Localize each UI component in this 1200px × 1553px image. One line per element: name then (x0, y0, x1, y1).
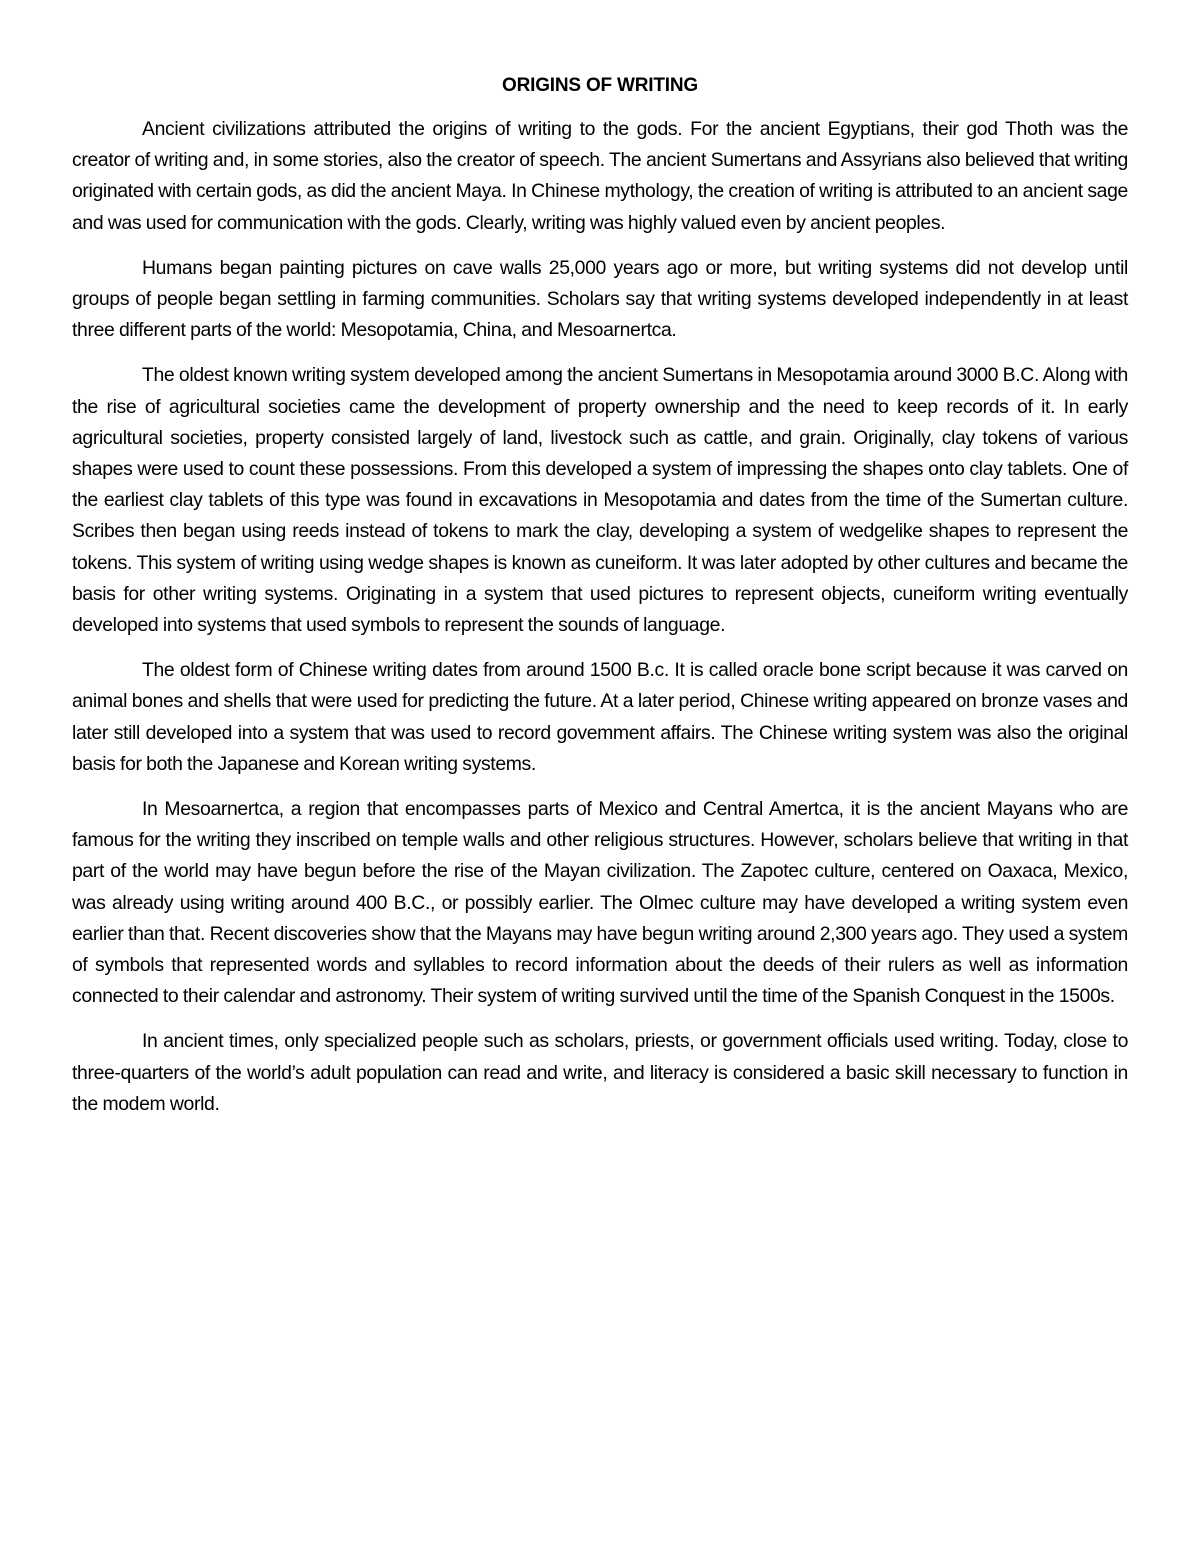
paragraph-sumerian-cuneiform: The oldest known writing system developed among the ancient Sumertans in Mesopotamia around 3000 B.C. Along with the rise of agricultural societies came the development of property ownership and the need to keep records of it. In early agricultural societies, property consisted largely of land, livestock such as cattle, and grain. Originally, clay tokens of various shapes were used to count these possessions. From this developed a system of impressing the shapes onto clay tablets. One of the earliest clay tablets of this type was found in excavations in Mesopotamia and dates from the time of the Sumertan culture. Scribes then began using reeds instead of tokens to mark the clay, developing a system of wedgelike shapes to represent the tokens. This system of writing using wedge shapes is known as cuneiform. It was later adopted by other cultures and became the basis for other writing systems. Originating in a system that used pictures to represent objects, cuneiform writing eventually developed into systems that used symbols to represent the sounds of language. (72, 364, 1128, 637)
paragraph-cave-paintings: Humans began painting pictures on cave walls 25,000 years ago or more, but writing systems did not develop until groups of people began settling in farming communities. Scholars say that writing systems developed independently in at least three different parts of the world: Mesopotamia, China, and Mesoarnertca. (72, 256, 1128, 342)
document-page (72, 72, 1128, 1134)
paragraph-origins-gods: Ancient civilizations attributed the origins of writing to the gods. For the ancient Egyptians, their god Thoth was the creator of writing and, in some stories, also the creator of speech. The ancient Sumertans and Assyrians also believed that writing originated with certain gods, as did the ancient Maya. In Chinese mythology, the creation of writing is attributed to an ancient sage and was used for communication with the gods. Clearly, writing was highly valued even by ancient peoples. (72, 118, 1128, 234)
paragraph-chinese-writing: The oldest form of Chinese writing dates from around 1500 B.c. It is called oracle bone script because it was carved on animal bones and shells that were used for predicting the future. At a later period, Chinese writing appeared on bronze vases and later still developed into a system that was used to record govemment affairs. The Chinese writing system was also the original basis for both the Japanese and Korean writing systems. (72, 659, 1128, 775)
paragraph-literacy-today: In ancient times, only specialized people such as scholars, priests, or government officials used writing. Today, close to three-quarters of the world’s adult population can read and write, and literacy is considered a basic skill necessary to function in the modem world. (72, 1030, 1128, 1115)
paragraph-mesoamerica: In Mesoarnertca, a region that encompasses parts of Mexico and Central Amertca, it is the ancient Mayans who are famous for the writing they inscribed on temple walls and other religious structures. However, scholars believe that writing in that part of the world may have begun before the rise of the Mayan civilization. The Zapotec culture, centered on Oaxaca, Mexico, was already using writing around 400 B.C., or possibly earlier. The Olmec culture may have developed a writing system even earlier than that. Recent discoveries show that the Mayans may have begun writing around 2,300 years ago. They used a system of symbols that represented words and syllables to record information about the deeds of their rulers as well as information connected to their calendar and astronomy. Their system of writing survived until the time of the Spanish Conquest in the 1500s. (72, 798, 1128, 1008)
document-title: ORIGINS OF WRITING (502, 75, 698, 96)
